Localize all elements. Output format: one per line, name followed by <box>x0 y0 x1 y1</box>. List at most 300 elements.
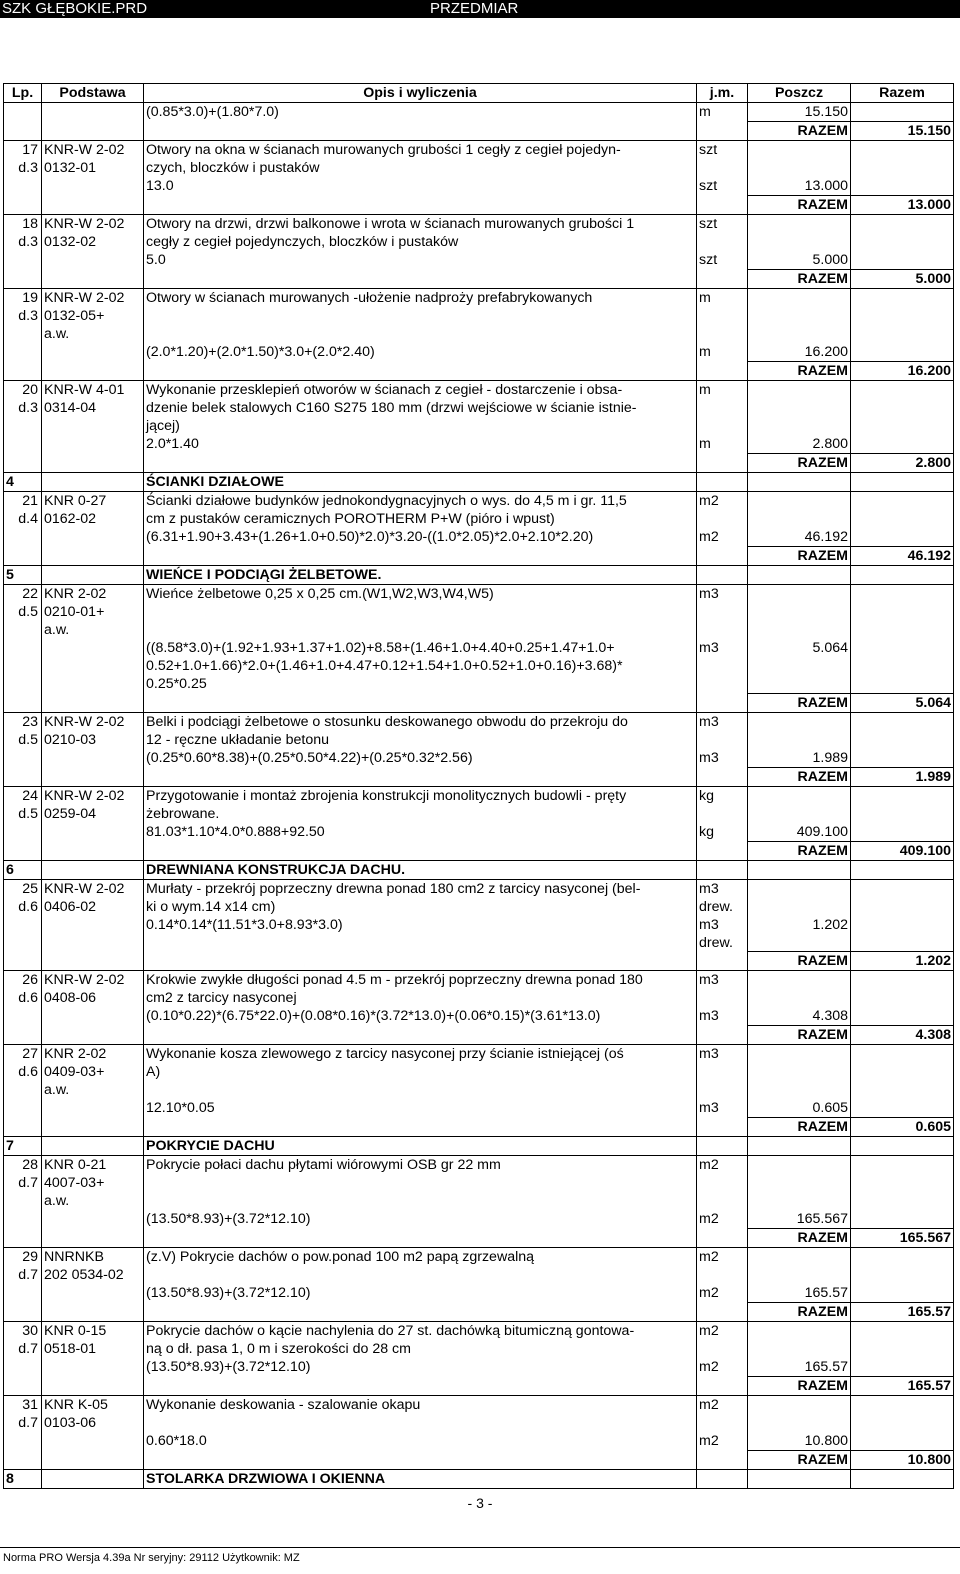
empty-cell <box>42 103 144 122</box>
calculation-formula: (0.10*0.22)*(6.75*22.0)+(0.08*0.16)*(3.72*13.0)+(0.06*0.15)*(3.61*13.0) <box>144 1007 697 1026</box>
description-line: ki o wym.14 x14 cm) <box>146 898 276 915</box>
empty-cell <box>697 1470 748 1489</box>
position-number-line: d.7 <box>18 1341 38 1357</box>
empty-cell <box>4 1229 42 1248</box>
position-basis-line: 0210-03 <box>44 731 97 748</box>
empty-cell <box>697 454 748 473</box>
column-header: Poszcz <box>748 84 851 103</box>
position-basis <box>42 1045 144 1100</box>
empty-cell <box>748 1137 851 1156</box>
position-basis-line: KNR-W 4-01 <box>44 382 125 398</box>
calculation-row <box>4 639 954 693</box>
empty-cell <box>697 196 748 215</box>
empty-cell <box>144 767 697 786</box>
empty-cell <box>42 1284 144 1303</box>
empty-cell <box>851 749 954 768</box>
position-unit: m <box>697 289 748 344</box>
empty-cell <box>851 435 954 454</box>
empty-cell <box>697 122 748 141</box>
position-basis-line: KNR-W 2-02 <box>44 713 125 730</box>
empty-cell <box>144 196 697 215</box>
position-number-line: 21 <box>22 493 38 509</box>
empty-cell <box>851 1322 954 1359</box>
calculation-row <box>4 251 954 270</box>
razem-label: RAZEM <box>748 841 851 860</box>
empty-cell <box>851 1156 954 1211</box>
calculation-formula: 13.0 <box>144 177 697 196</box>
position-basis-line: KNR-W 2-02 <box>44 880 125 897</box>
position-description <box>144 1156 697 1211</box>
position-unit: m3 <box>697 585 748 640</box>
empty-cell <box>42 362 144 381</box>
razem-label: RAZEM <box>748 122 851 141</box>
empty-cell <box>851 639 954 693</box>
position-unit: szt <box>697 141 748 178</box>
position-basis <box>42 585 144 640</box>
section-row <box>4 1470 954 1489</box>
position-number-line: 27 <box>22 1046 38 1062</box>
position-number-line: d.3 <box>18 400 38 416</box>
empty-cell <box>144 547 697 566</box>
razem-value: 15.150 <box>851 122 954 141</box>
software-info: Norma PRO Wersja 4.39a Nr seryjny: 29112 Użytkownik: MZ <box>3 1552 300 1564</box>
description-line: Belki i podciągi żelbetowe o stosunku deskowanego obwodu do przekroju do <box>146 713 628 730</box>
position-basis-line: 202 0534-02 <box>44 1267 124 1283</box>
empty-cell <box>42 916 144 952</box>
formula-line: 0.25*0.25 <box>146 676 207 692</box>
position-number-line: d.7 <box>18 1267 38 1283</box>
position-number <box>4 215 42 252</box>
position-unit: szt <box>697 215 748 252</box>
empty-cell <box>851 1358 954 1377</box>
empty-cell <box>4 122 42 141</box>
empty-cell <box>42 1377 144 1396</box>
position-description <box>144 381 697 436</box>
position-basis-line: a.w. <box>44 622 70 638</box>
razem-label: RAZEM <box>748 362 851 381</box>
calculation-formula <box>144 639 697 693</box>
position-basis <box>42 786 144 823</box>
position-basis-line: 4007-03+ <box>44 1175 105 1191</box>
empty-cell <box>851 492 954 529</box>
column-header: Opis i wyliczenia <box>144 84 697 103</box>
section-number: 7 <box>4 1137 42 1156</box>
empty-cell <box>851 1470 954 1489</box>
unit-line: m3 <box>699 880 719 897</box>
empty-cell <box>697 693 748 712</box>
empty-cell <box>4 639 42 693</box>
empty-cell <box>851 786 954 823</box>
calculation-value: 5.000 <box>748 251 851 270</box>
calculation-unit: m <box>697 435 748 454</box>
razem-row <box>4 454 954 473</box>
empty-cell <box>851 916 954 952</box>
empty-cell <box>697 1137 748 1156</box>
calculation-row <box>4 1007 954 1026</box>
position-number-line: d.5 <box>18 805 38 822</box>
description-line: Murłaty - przekrój poprzeczny drewna ponad 180 cm2 z tarcicy nasyconej (bel- <box>146 880 641 897</box>
empty-cell <box>144 362 697 381</box>
position-number-line: 26 <box>22 972 38 988</box>
calculation-value: 16.200 <box>748 343 851 362</box>
empty-cell <box>851 1137 954 1156</box>
position-number <box>4 585 42 640</box>
empty-cell <box>4 547 42 566</box>
position-basis-line: NNRNKB <box>44 1249 104 1265</box>
position-number-line: 30 <box>22 1323 38 1339</box>
section-title: POKRYCIE DACHU <box>144 1137 697 1156</box>
razem-row <box>4 1026 954 1045</box>
calculation-formula: 12.10*0.05 <box>144 1099 697 1118</box>
empty-cell <box>851 381 954 436</box>
empty-cell <box>42 639 144 693</box>
position-number-line: 25 <box>22 880 38 897</box>
calculation-unit: szt <box>697 251 748 270</box>
empty-cell <box>697 1303 748 1322</box>
empty-cell <box>748 1322 851 1359</box>
calculation-formula: (13.50*8.93)+(3.72*12.10) <box>144 1358 697 1377</box>
empty-cell <box>697 362 748 381</box>
position-basis-line: 0408-06 <box>44 990 97 1006</box>
section-row <box>4 1137 954 1156</box>
section-title: STOLARKA DRZWIOWA I OKIENNA <box>144 1470 697 1489</box>
empty-cell <box>4 1358 42 1377</box>
razem-value: 16.200 <box>851 362 954 381</box>
position-basis-line: 0406-02 <box>44 898 97 915</box>
position-row <box>4 141 954 178</box>
formula-line: ((8.58*3.0)+(1.92+1.93+1.37+1.02)+8.58+(1.46+1.0+4.40+0.25+1.47+1.0+ <box>146 640 615 656</box>
razem-label: RAZEM <box>748 767 851 786</box>
empty-cell <box>748 971 851 1008</box>
position-basis-line: KNR 0-15 <box>44 1323 107 1339</box>
unit-line: drew. <box>699 934 733 951</box>
position-basis-line: KNR 2-02 <box>44 586 107 602</box>
description-line: cm z pustaków ceramicznych POROTHERM P+W (pióro i wpust) <box>146 511 555 527</box>
position-number <box>4 492 42 529</box>
position-basis <box>42 215 144 252</box>
description-line: Wykonanie deskowania - szalowanie okapu <box>146 1397 421 1413</box>
position-number-line: 31 <box>22 1397 38 1413</box>
description-line: Otwory w ścianach murowanych -ułożenie nadproży prefabrykowanych <box>146 290 593 306</box>
razem-label: RAZEM <box>748 454 851 473</box>
razem-row <box>4 952 954 971</box>
calculation-row <box>4 823 954 842</box>
empty-cell <box>42 1137 144 1156</box>
calculation-unit: m2 <box>697 1210 748 1229</box>
empty-cell <box>42 1026 144 1045</box>
position-number-line: d.7 <box>18 1415 38 1431</box>
document-type: PRZEDMIAR <box>430 0 519 17</box>
razem-row <box>4 693 954 712</box>
razem-label: RAZEM <box>748 547 851 566</box>
position-basis-line: KNR 0-27 <box>44 493 107 509</box>
description-line: Wykonanie kosza zlewowego z tarcicy nasyconej przy ścianie istniejącej (oś <box>146 1046 624 1062</box>
empty-cell <box>851 585 954 640</box>
description-line: dzenie belek stalowych C160 S275 180 mm (drzwi wejściowe w ścianie istnie- <box>146 400 637 416</box>
empty-cell <box>851 103 954 122</box>
empty-cell <box>748 585 851 640</box>
position-number-line: d.3 <box>18 160 38 176</box>
empty-cell <box>851 823 954 842</box>
position-basis-line: KNR K-05 <box>44 1397 108 1413</box>
empty-cell <box>4 177 42 196</box>
razem-label: RAZEM <box>748 270 851 289</box>
description-line: A) <box>146 1064 161 1080</box>
empty-cell <box>748 1470 851 1489</box>
empty-cell <box>4 1489 954 1490</box>
empty-cell <box>42 473 144 492</box>
empty-cell <box>144 1377 697 1396</box>
razem-value: 0.605 <box>851 1118 954 1137</box>
empty-cell <box>748 712 851 749</box>
calculation-unit: m3 <box>697 749 748 768</box>
position-description <box>144 492 697 529</box>
position-number <box>4 141 42 178</box>
calculation-unit: m3 <box>697 1007 748 1026</box>
razem-row <box>4 767 954 786</box>
unit-line: m3 <box>699 916 719 933</box>
position-number-line: 19 <box>22 290 38 306</box>
empty-cell <box>42 270 144 289</box>
position-number-line: 22 <box>22 586 38 602</box>
section-title: ŚCIANKI DZIAŁOWE <box>144 473 697 492</box>
position-row <box>4 1045 954 1100</box>
razem-row <box>4 1303 954 1322</box>
table-header-row <box>4 84 954 103</box>
empty-cell <box>42 528 144 547</box>
razem-label: RAZEM <box>748 693 851 712</box>
position-row <box>4 381 954 436</box>
position-basis-line: KNR-W 2-02 <box>44 142 125 158</box>
position-description <box>144 141 697 178</box>
calculation-unit: m2 <box>697 1432 748 1451</box>
position-number <box>4 1396 42 1433</box>
razem-label: RAZEM <box>748 196 851 215</box>
position-basis <box>42 1322 144 1359</box>
calculation-value: 15.150 <box>748 103 851 122</box>
calculation-value: 4.308 <box>748 1007 851 1026</box>
position-basis <box>42 289 144 344</box>
description-line: Wieńce żelbetowe 0,25 x 0,25 cm.(W1,W2,W3,W4,W5) <box>146 586 494 602</box>
calculation-formula: 81.03*1.10*4.0*0.888+92.50 <box>144 823 697 842</box>
calculation-row <box>4 103 954 122</box>
empty-cell <box>748 215 851 252</box>
empty-cell <box>4 103 42 122</box>
razem-row <box>4 841 954 860</box>
position-unit: m2 <box>697 1156 748 1211</box>
empty-cell <box>4 528 42 547</box>
razem-label: RAZEM <box>748 1026 851 1045</box>
formula-line: 0.52+1.0+1.66)*2.0+(1.46+1.0+4.47+0.12+1.54+1.0+0.52+1.0+0.16)+3.68)* <box>146 658 623 674</box>
position-number-line: 23 <box>22 713 38 730</box>
position-basis-line: KNR-W 2-02 <box>44 787 125 804</box>
section-number: 6 <box>4 860 42 879</box>
empty-cell <box>42 566 144 585</box>
calculation-row <box>4 177 954 196</box>
description-line: żebrowane. <box>146 805 220 822</box>
position-description <box>144 971 697 1008</box>
calculation-value: 409.100 <box>748 823 851 842</box>
empty-cell <box>697 860 748 879</box>
position-basis-line: KNR-W 2-02 <box>44 290 125 306</box>
calculation-row <box>4 916 954 952</box>
position-number <box>4 1248 42 1285</box>
razem-label: RAZEM <box>748 952 851 971</box>
position-basis-line: KNR 2-02 <box>44 1046 107 1062</box>
position-number-line: d.7 <box>18 1175 38 1191</box>
empty-cell <box>42 1303 144 1322</box>
position-number-line: 17 <box>22 142 38 158</box>
razem-row <box>4 196 954 215</box>
empty-cell <box>4 823 42 842</box>
calculation-unit: m3 <box>697 1099 748 1118</box>
calculation-unit <box>697 916 748 952</box>
position-unit: m3 <box>697 971 748 1008</box>
empty-cell <box>4 1377 42 1396</box>
position-description <box>144 1396 697 1433</box>
empty-cell <box>4 1026 42 1045</box>
position-basis-line: a.w. <box>44 326 70 342</box>
position-row <box>4 1156 954 1211</box>
calculation-value: 46.192 <box>748 528 851 547</box>
razem-row <box>4 1451 954 1470</box>
position-row <box>4 492 954 529</box>
description-line: cm2 z tarcicy nasyconej <box>146 990 297 1006</box>
column-header: Podstawa <box>42 84 144 103</box>
empty-cell <box>748 860 851 879</box>
empty-cell <box>4 196 42 215</box>
empty-cell <box>42 1470 144 1489</box>
empty-cell <box>4 1284 42 1303</box>
calculation-unit: szt <box>697 177 748 196</box>
calculation-value: 5.064 <box>748 639 851 693</box>
position-row <box>4 585 954 640</box>
razem-row <box>4 1118 954 1137</box>
measurement-table <box>3 83 954 1489</box>
position-row <box>4 289 954 344</box>
razem-row <box>4 362 954 381</box>
empty-cell <box>851 1210 954 1229</box>
empty-cell <box>697 952 748 971</box>
section-row <box>4 566 954 585</box>
empty-cell <box>851 1248 954 1285</box>
empty-cell <box>4 1451 42 1470</box>
empty-cell <box>42 860 144 879</box>
document-filename: SZK GŁĘBOKIE.PRD <box>2 0 148 17</box>
empty-cell <box>697 1229 748 1248</box>
empty-cell <box>144 693 697 712</box>
empty-cell <box>4 952 42 971</box>
position-row <box>4 712 954 749</box>
empty-cell <box>697 1451 748 1470</box>
empty-cell <box>4 1007 42 1026</box>
empty-cell <box>851 712 954 749</box>
empty-cell <box>697 547 748 566</box>
empty-cell <box>42 1451 144 1470</box>
position-basis-line: 0132-01 <box>44 160 97 176</box>
position-basis-line: 0132-05+ <box>44 308 105 324</box>
position-basis <box>42 971 144 1008</box>
position-description <box>144 712 697 749</box>
position-number <box>4 1156 42 1211</box>
empty-cell <box>4 251 42 270</box>
empty-cell <box>4 435 42 454</box>
empty-cell <box>42 1229 144 1248</box>
position-basis <box>42 492 144 529</box>
position-basis <box>42 381 144 436</box>
empty-cell <box>4 749 42 768</box>
empty-cell <box>42 343 144 362</box>
calculation-unit: m <box>697 343 748 362</box>
empty-cell <box>851 177 954 196</box>
calculation-row <box>4 1284 954 1303</box>
section-title: WIEŃCE I PODCIĄGI ŻELBETOWE. <box>144 566 697 585</box>
position-basis-line: a.w. <box>44 1082 70 1098</box>
position-number <box>4 712 42 749</box>
empty-cell <box>697 767 748 786</box>
empty-cell <box>4 1303 42 1322</box>
empty-cell <box>4 1210 42 1229</box>
empty-cell <box>4 841 42 860</box>
position-description <box>144 879 697 916</box>
position-number-line: d.5 <box>18 604 38 620</box>
position-description <box>144 1045 697 1100</box>
empty-cell <box>42 952 144 971</box>
razem-row <box>4 1229 954 1248</box>
calculation-formula: (0.25*0.60*8.38)+(0.25*0.50*4.22)+(0.25*0.32*2.56) <box>144 749 697 768</box>
position-basis-line: 0210-01+ <box>44 604 105 620</box>
calculation-formula: 0.60*18.0 <box>144 1432 697 1451</box>
calculation-row <box>4 435 954 454</box>
calculation-row <box>4 528 954 547</box>
column-header: Lp. <box>4 84 42 103</box>
position-description <box>144 585 697 640</box>
position-basis <box>42 1396 144 1433</box>
section-row <box>4 860 954 879</box>
position-number-line: 29 <box>22 1249 38 1265</box>
razem-value: 2.800 <box>851 454 954 473</box>
empty-cell <box>748 566 851 585</box>
position-number-line: d.6 <box>18 990 38 1006</box>
position-basis-line: KNR-W 2-02 <box>44 216 125 232</box>
empty-cell <box>851 971 954 1008</box>
description-line: czych, bloczków i pustaków <box>146 160 320 176</box>
empty-cell <box>697 270 748 289</box>
calculation-unit: kg <box>697 823 748 842</box>
razem-value: 1.989 <box>851 767 954 786</box>
empty-cell <box>748 492 851 529</box>
position-number <box>4 1322 42 1359</box>
position-basis-line: KNR 0-21 <box>44 1157 107 1173</box>
empty-cell <box>42 823 144 842</box>
empty-cell <box>42 177 144 196</box>
empty-cell <box>851 1432 954 1451</box>
position-basis <box>42 712 144 749</box>
calculation-value: 1.989 <box>748 749 851 768</box>
calculation-value: 165.57 <box>748 1358 851 1377</box>
description-line: Otwory na okna w ścianach murowanych grubości 1 cegły z cegieł pojedyn- <box>146 142 621 158</box>
table-bottom-border <box>4 1489 954 1490</box>
empty-cell <box>697 566 748 585</box>
position-number-line: d.6 <box>18 898 38 915</box>
section-number: 8 <box>4 1470 42 1489</box>
empty-cell <box>144 952 697 971</box>
empty-cell <box>748 141 851 178</box>
empty-cell <box>144 1118 697 1137</box>
empty-cell <box>144 1451 697 1470</box>
calculation-row <box>4 343 954 362</box>
empty-cell <box>851 1045 954 1100</box>
